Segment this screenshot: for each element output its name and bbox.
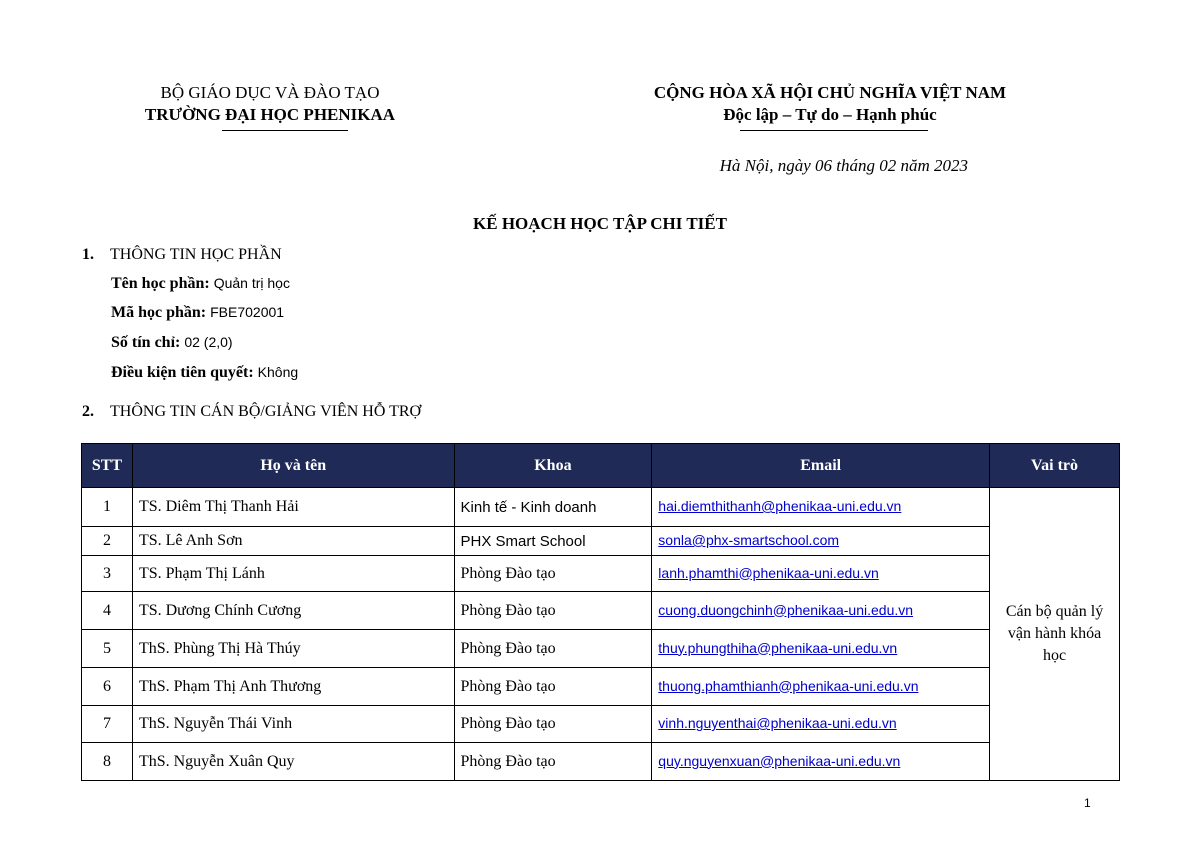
country-name: CỘNG HÒA XÃ HỘI CHỦ NGHĨA VIỆT NAM [653, 83, 1007, 102]
university-name: TRƯỜNG ĐẠI HỌC PHENIKAA [144, 105, 396, 124]
cell-name: ThS. Nguyễn Thái Vinh [132, 706, 454, 743]
course-code-row [111, 304, 284, 322]
email-link[interactable]: quy.nguyenxuan@phenikaa-uni.edu.vn [658, 752, 901, 769]
cell-email [652, 488, 990, 527]
cell-department: PHX Smart School [454, 527, 652, 556]
table-row [82, 527, 1120, 556]
cell-email [652, 592, 990, 630]
ministry-name: BỘ GIÁO DỤC VÀ ĐÀO TẠO [160, 83, 380, 102]
cell-email [652, 556, 990, 592]
cell-stt: 6 [82, 668, 133, 706]
cell-stt: 4 [82, 592, 133, 630]
cell-email [652, 743, 990, 781]
header-stt: STT [82, 444, 133, 488]
email-link[interactable]: hai.diemthithanh@phenikaa-uni.edu.vn [658, 498, 902, 514]
cell-role: Cán bộ quản lý vận hành khóa học [990, 488, 1120, 781]
table-row [82, 488, 1120, 527]
course-name-value: Quản trị học [213, 275, 290, 291]
cell-email [652, 527, 990, 556]
email-link[interactable]: lanh.phamthi@phenikaa-uni.edu.vn [658, 564, 879, 581]
cell-stt: 3 [82, 556, 133, 592]
section-1-title: THÔNG TIN HỌC PHẦN [110, 246, 282, 263]
cell-stt: 8 [82, 743, 133, 781]
email-link[interactable]: cuong.duongchinh@phenikaa-uni.edu.vn [658, 601, 914, 618]
header-role: Vai trò [990, 444, 1120, 488]
motto-underline [740, 130, 928, 131]
cell-stt: 1 [82, 488, 133, 527]
page-number: 1 [1084, 796, 1091, 810]
section-1-number: 1. [82, 246, 94, 263]
document-date: Hà Nội, ngày 06 tháng 02 năm 2023 [719, 156, 968, 175]
course-name-label: Tên học phần: [111, 275, 210, 292]
table-row [82, 556, 1120, 592]
cell-email [652, 668, 990, 706]
cell-name: ThS. Nguyễn Xuân Quy [132, 743, 454, 781]
email-link[interactable]: thuy.phungthiha@phenikaa-uni.edu.vn [658, 639, 898, 656]
table-row [82, 743, 1120, 781]
section-2-title: THÔNG TIN CÁN BỘ/GIẢNG VIÊN HỖ TRỢ [110, 403, 422, 420]
credits-row [111, 334, 233, 352]
cell-department: Phòng Đào tạo [454, 592, 652, 630]
cell-stt: 7 [82, 706, 133, 743]
course-name-row [111, 275, 290, 293]
section-2-number: 2. [82, 403, 94, 420]
cell-name: ThS. Phùng Thị Hà Thúy [132, 630, 454, 668]
table-row [82, 630, 1120, 668]
header-department: Khoa [454, 444, 652, 488]
prerequisite-value: Không [257, 364, 299, 380]
course-code-value: FBE702001 [210, 304, 285, 320]
right-header [590, 82, 1070, 126]
header-email: Email [652, 444, 990, 488]
course-code-label: Mã học phần: [111, 304, 207, 321]
left-header [120, 82, 420, 126]
prerequisite-label: Điều kiện tiên quyết: [111, 364, 254, 381]
header-name: Họ và tên [132, 444, 454, 488]
cell-department: Phòng Đào tạo [454, 706, 652, 743]
cell-email [652, 630, 990, 668]
cell-department: Phòng Đào tạo [454, 556, 652, 592]
cell-department: Phòng Đào tạo [454, 630, 652, 668]
table-row [82, 706, 1120, 743]
cell-name: ThS. Phạm Thị Anh Thương [132, 668, 454, 706]
credits-value: 02 (2,0) [184, 334, 233, 350]
table-header-row [82, 444, 1120, 488]
table-row [82, 592, 1120, 630]
university-underline [222, 130, 348, 131]
credits-label: Số tín chỉ: [111, 334, 181, 351]
cell-name: TS. Lê Anh Sơn [132, 527, 454, 556]
cell-email [652, 706, 990, 743]
email-link[interactable]: thuong.phamthianh@phenikaa-uni.edu.vn [658, 677, 919, 694]
cell-department: Phòng Đào tạo [454, 743, 652, 781]
section-1-heading [82, 246, 282, 264]
cell-department: Phòng Đào tạo [454, 668, 652, 706]
email-link[interactable]: sonla@phx-smartschool.com [658, 532, 840, 548]
cell-name: TS. Diêm Thị Thanh Hải [132, 488, 454, 527]
cell-name: TS. Phạm Thị Lánh [132, 556, 454, 592]
table-row [82, 668, 1120, 706]
cell-stt: 5 [82, 630, 133, 668]
cell-name: TS. Dương Chính Cương [132, 592, 454, 630]
section-2-heading [82, 403, 421, 421]
page-title: KẾ HOẠCH HỌC TẬP CHI TIẾT [473, 214, 727, 233]
cell-stt: 2 [82, 527, 133, 556]
motto: Độc lập – Tự do – Hạnh phúc [723, 105, 937, 124]
staff-table [81, 443, 1120, 781]
email-link[interactable]: vinh.nguyenthai@phenikaa-uni.edu.vn [658, 715, 897, 731]
cell-department: Kinh tế - Kinh doanh [454, 488, 652, 527]
prerequisite-row [111, 364, 298, 382]
